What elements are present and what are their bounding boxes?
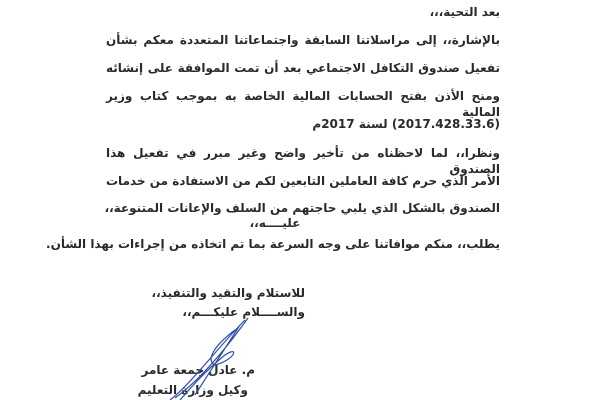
request: يطلب،، منكم موافاتنا على وجه السرعة بما تم اتخاذه من إجراءات بهذا الشأن. xyxy=(46,237,500,251)
closing-line1: للاستلام والتقيد والتنفيذ،، xyxy=(151,286,305,300)
signer-name: م. عادل جمعة عامر xyxy=(141,363,255,377)
para2-line2: الأمر الذي حرم كافة العاملين التابعين لكم من الاستفادة من خدمات xyxy=(106,174,500,188)
para1-line4: (2017.428.33.6) لسنة 2017م xyxy=(312,117,500,131)
para1-line2: تفعيل صندوق التكافل الاجتماعي بعد أن تمت الموافقة على إنشائه xyxy=(106,61,500,75)
para2-line1: ونظرا،، لما لاحظناه من تأخير واضح وغير مبرر في تفعيل هذا الصندوق xyxy=(106,146,500,176)
para2-line3: الصندوق بالشكل الذي يلبي حاجتهم من السلف والإعانات المتنوعة،، xyxy=(104,201,500,215)
para1-line1: بالإشارة،، إلى مراسلاتنا السابقة واجتماعاتنا المتعددة معكم بشأن xyxy=(106,33,500,47)
signer-title: وكيل وزارة التعليم xyxy=(137,383,248,397)
closing-line2: والســــلام عليكـــم،، xyxy=(182,305,305,319)
therefore: عليــــه،، xyxy=(249,216,301,230)
para1-line3: ومنح الأذن بفتح الحسابات المالية الخاصة به بموجب كتاب وزير المالية xyxy=(106,89,500,119)
greeting: بعد التحية،،، xyxy=(429,5,500,19)
